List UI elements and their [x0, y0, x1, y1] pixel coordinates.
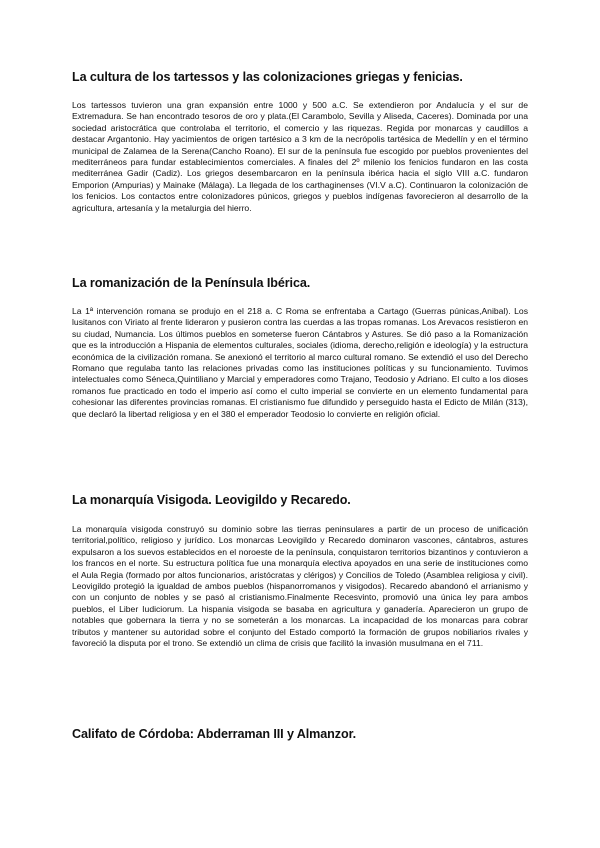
section-body-visigoda: La monarquía visigoda construyó su dominio sobre las tierras peninsulares a partir de un proceso de unificación territorial,político, religioso y jurídico. Los monarcas Leovigildo y Recaredo dominaron vascones, cántabros, astures expulsaron a los suevos establecidos en el noroeste de la península, conquistaron territorios bizantinos y contuvieron a los francos en el norte. Su estructura política fue una monarquía electiva apoyados en una serie de instituciones como el Aula Regia (formado por altos funcionarios, aristócratas y clérigos) y Concilios de Toledo (Asamblea religiosa y civil). Leovigildo protegió la igualdad de ambos pueblos (hispanorromanos y visigodos). Recaredo abandonó el arrianismo y con un conjunto de nobles y se pasó al cristianismo.Finalmente Recesvinto, promovió una única ley para ambos pueblos, el Liber Iudiciorum. La hispania visigoda se basaba en agricultura y ganadería. Aparecieron un grupo de notables que gobernara la tierra y no se someterán a los monarcas. La incapacidad de los monarcas para cobrar tributos y mantener su autoridad sobre el conjunto del Estado comportó la formación de grupos nobiliarios rivales y favoreció la disputa por el trono. Se extendió un clima de crisis que facilitó la invasión musulmana en el 711.: [72, 524, 528, 649]
section-body-romanizacion: La 1ª intervención romana se produjo en el 218 a. C Roma se enfrentaba a Cartago (Guerras púnicas,Anibal). Los lusitanos con Viriato al frente lideraron y pusieron contra las cuerdas a las tropas romanas. Los Arevacos resistieron en su ciudad, Numancia. Los últimos pueblos en someterse fueron Cántabros y Astures. Se dió paso a la Romanización que es la introducción a Hispania de elementos culturales, sociales (idioma, derecho,religión e ideología) y la estructura económica de la civilización romana. Se anexionó el territorio al marco cultural romano. Se extendió el uso del Derecho Romano que regulaba tanto las relaciones privadas como las instituciones políticas y su funcionamiento. Tuvimos intelectuales como Séneca,Quintiliano y Marcial y emperadores como Trajano, Teodosio y Adriano. El culto a los dioses romanos fue practicado en todo el imperio así como el culto imperial se convierte en un elemento fundamental para cohesionar las diferentes provincias romanas. El cristianismo fue difundido y perseguido hasta el Edicto de Milán (313), que declaró la libertad religiosa y en el 380 el emperador Teodosio lo convierte en religión oficial.: [72, 306, 528, 419]
section-heading-visigoda: La monarquía Visigoda. Leovigildo y Recaredo.: [72, 493, 351, 507]
section-heading-romanizacion: La romanización de la Península Ibérica.: [72, 276, 311, 290]
section-heading-califato: Califato de Córdoba: Abderraman III y Almanzor.: [72, 727, 357, 741]
section-body-tartessos: Los tartessos tuvieron una gran expansión entre 1000 y 500 a.C. Se extendieron por Andalucía y el sur de Extremadura. Se han encontrado tesoros de oro y plata.(El Carambolo, Sevilla y Aliseda, Caceres). Dominada por una sociedad aristocrática que controlaba el territorio, el comercio y las riquezas. Regida por monarcas y caudillos a destacar Argantonio. Hay yacimientos de origen tartésico a 3 km de la necrópolis tartésica de Medellín y en el término municipal de Zalamea de la Serena(Cancho Roano). El sur de la península fue escogido por pueblos provenientes del mediterráneos para fundar establecimientos comerciales. A finales del 2º milenio los fenicios fundaron en las costa mediterránea Gadir (Cadiz). Los griegos desembarcaron en la península ibérica hacia el siglo VIII a.C. fundaron Emporion (Ampurias) y Mainake (Málaga). La llegada de los carthaginenses (VI.V a.C). Continuaron la colonización de los fenicios. Los contactos entre colonizadores púnicos, griegos y pueblos indígenas favorecieron al desarrollo de la agricultura, artesanía y la metalurgia del hierro.: [72, 100, 528, 213]
section-heading-tartessos: La cultura de los tartessos y las colonizaciones griegas y fenicias.: [72, 70, 463, 84]
